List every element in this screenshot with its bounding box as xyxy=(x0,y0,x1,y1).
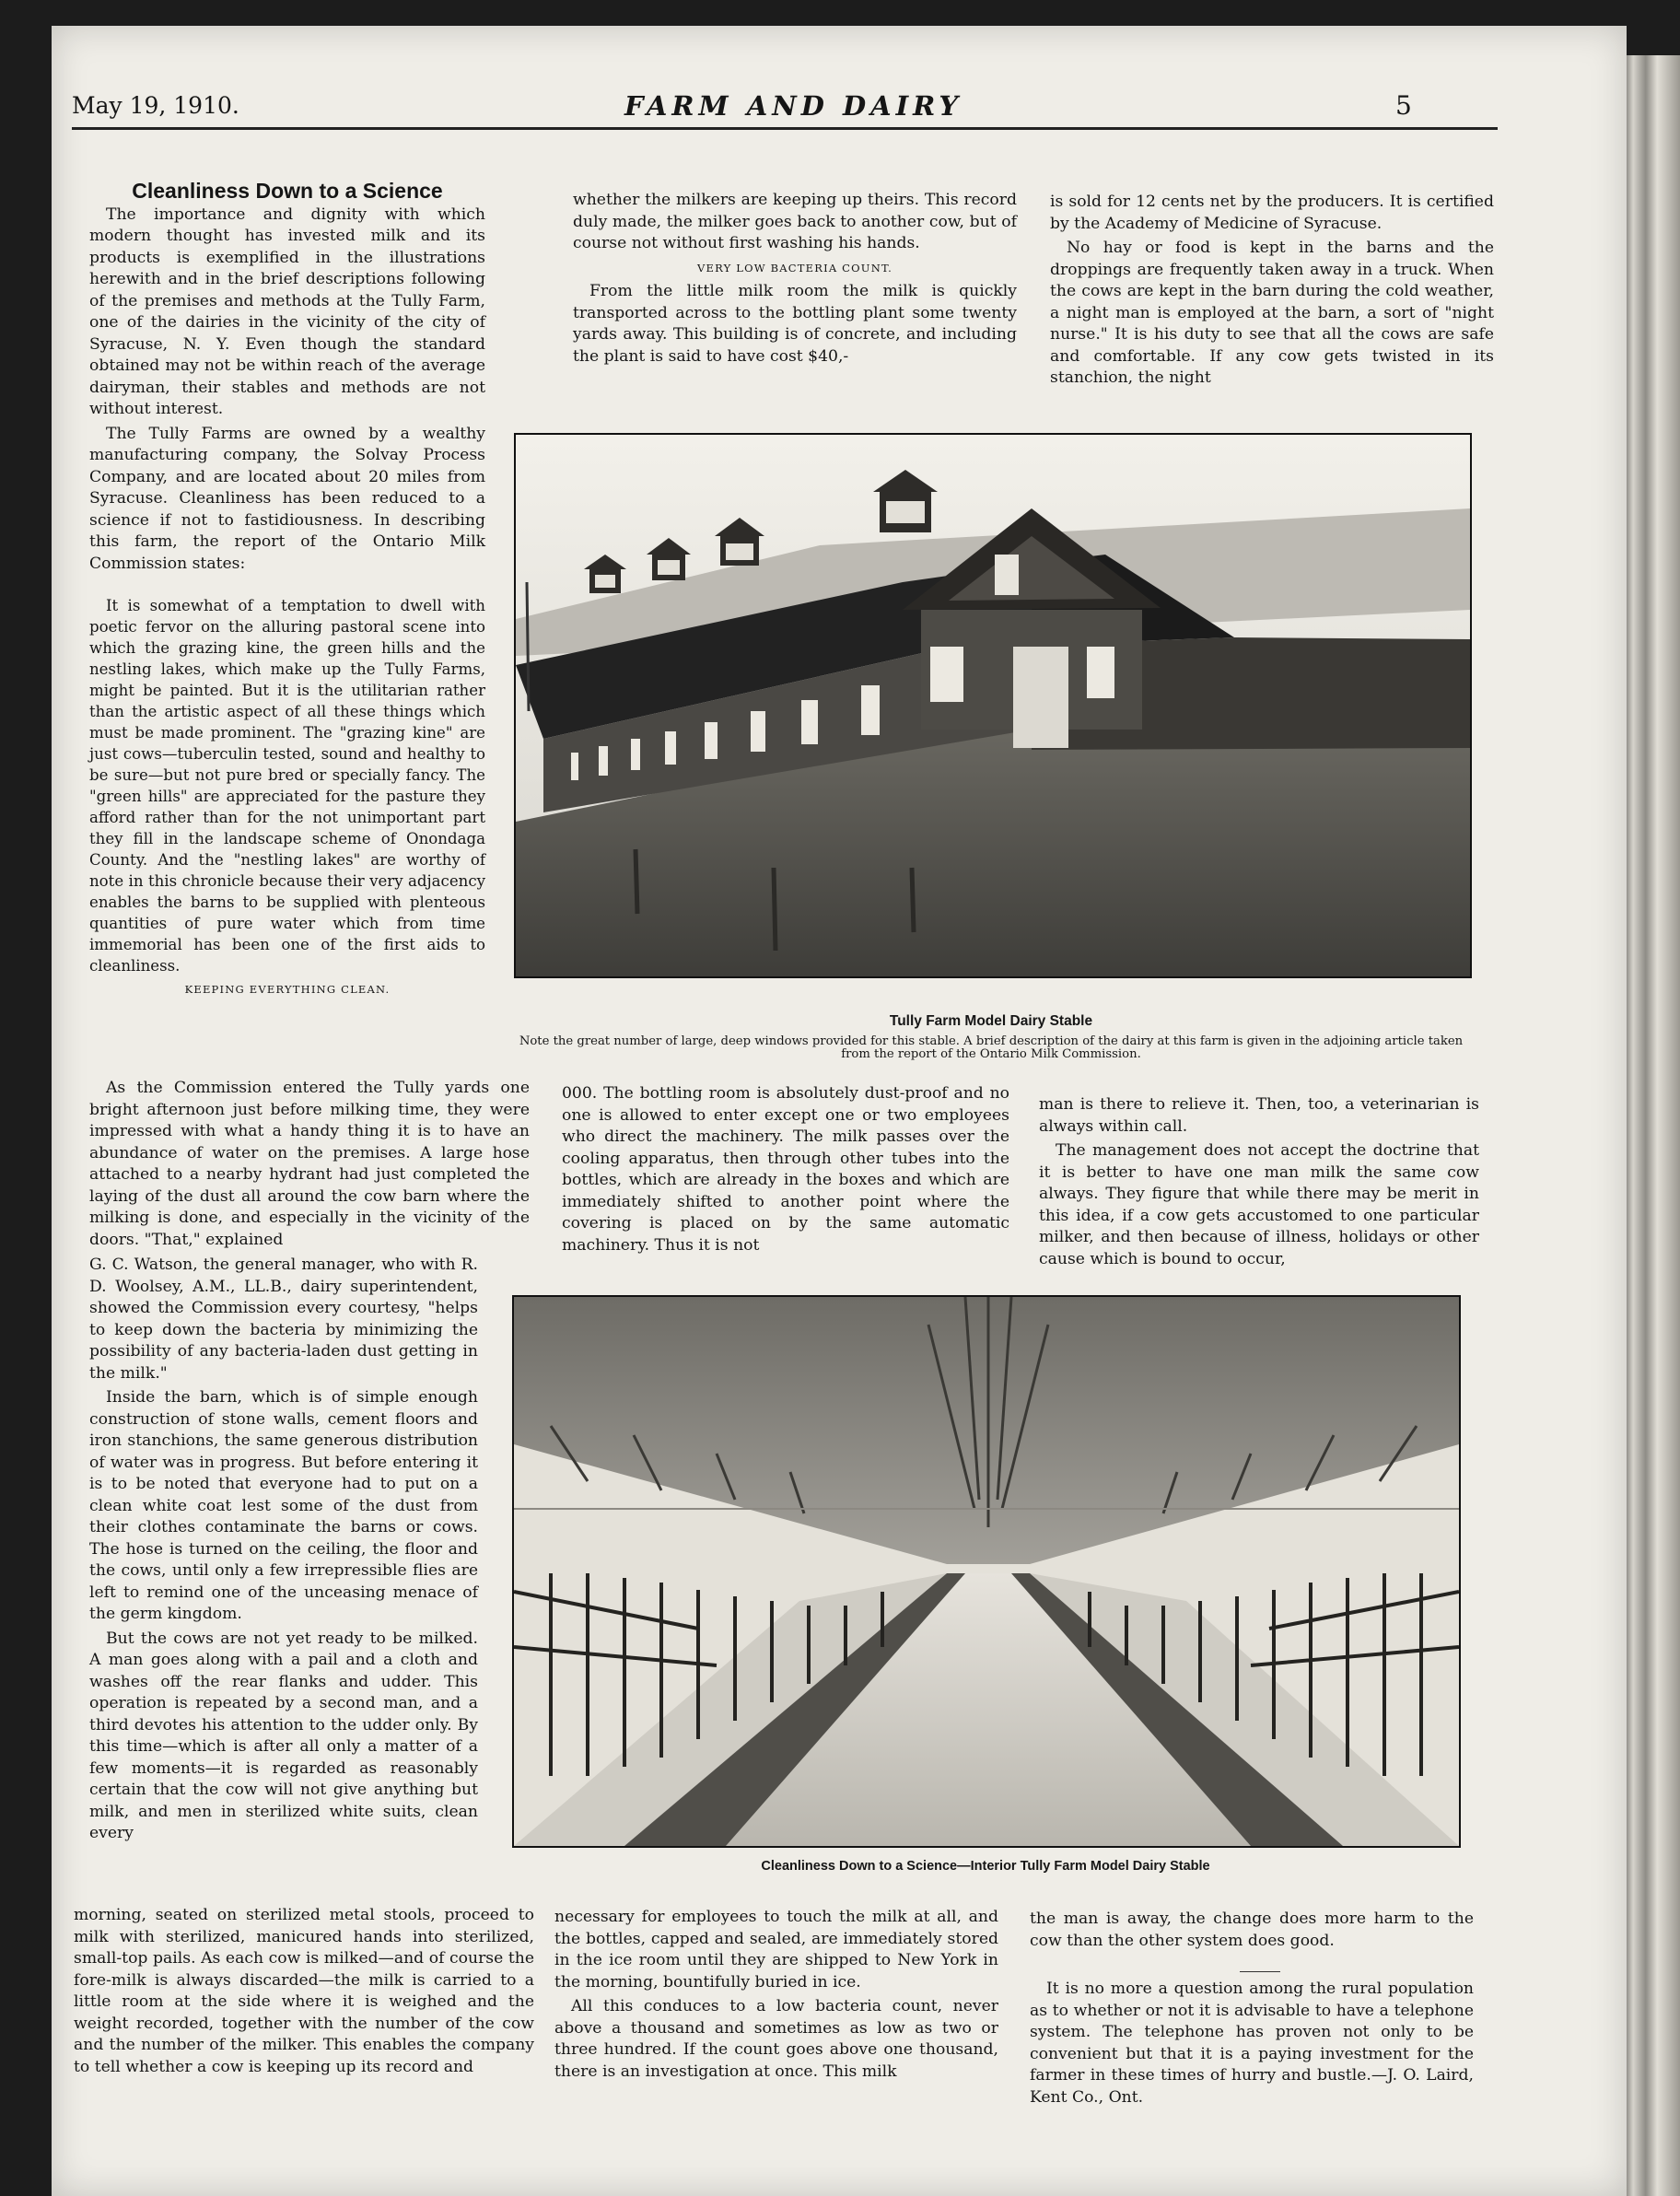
article-title: Cleanliness Down to a Science xyxy=(132,179,443,203)
paragraph: G. C. Watson, the general manager, who with R. D. Woolsey, A.M., LL.B., dairy superintendent, showed the Commission every courtesy, "helps to keep down the bacteria by minimizing the possibility of any bacteria-laden dust getting in the milk." xyxy=(89,1256,478,1383)
issue-date: May 19, 1910. xyxy=(72,92,239,119)
paragraph: It is no more a question among the rural population as to whether or not it is advisable to have a telephone system. The telephone has proven not only to be convenient but that it is a paying investment for the farmer in these times of hurry and bustle.—J. O. Laird, Kent Co., Ont. xyxy=(1030,1980,1474,2107)
masthead-title: FARM AND DAIRY xyxy=(624,90,963,122)
telephone-item xyxy=(1030,1979,1474,2111)
paragraph: 000. The bottling room is absolutely dust-proof and no one is allowed to enter except one or two employees who direct the machinery. The milk passes over the cooling apparatus, then through other tubes into the bottles, which are already in the boxes and which are immediately shifted to another point where the covering is placed on by the same automatic machinery. Thus it is not xyxy=(562,1084,1009,1255)
column-2-bottom xyxy=(554,1907,998,2085)
section-heading: VERY LOW BACTERIA COUNT. xyxy=(697,261,892,274)
column-2-middle xyxy=(562,1083,1009,1259)
interior-caption: Cleanliness Down to a Science—Interior Tully Farm Model Dairy Stable xyxy=(761,1859,1210,1874)
keeping-clean-narrow xyxy=(89,1255,478,1848)
stable-caption: Tully Farm Model Dairy Stable xyxy=(889,1013,1093,1029)
section-heading: KEEPING EVERYTHING CLEAN. xyxy=(184,983,391,996)
paragraph: Inside the barn, which is of simple enough construction of stone walls, cement floors and iron stanchions, the same generous distribution of water was in progress. But before entering it is to be noted that everyone had to put on a clean white coat lest some of the dust from their clothes contaminate the barns or cows. The hose is turned on the ceiling, the floor and the cows, until only a few irrepressible flies are left to remind one of the unceasing menace of the germ kingdom. xyxy=(89,1388,478,1623)
paragraph: The importance and dignity with which modern thought has invested milk and its products is exemplified in the illustrations herewith and in the brief descriptions following of the premises and methods at the Tully Farm, one of the dairies in the vicinity of the city of Syracuse, N. Y. Even though the standard obtained may not be within reach of the average dairyman, their stables and methods are not without interest. xyxy=(89,204,485,418)
book-edge xyxy=(1623,55,1680,2196)
paragraph: All this conduces to a low bacteria count, never above a thousand and sometimes as low as two or three hundred. If the count goes above one thousand, there is an investigation at once. This milk xyxy=(554,1997,998,2081)
column-3-bottom xyxy=(1030,1909,1474,1955)
column-2-top xyxy=(573,190,1017,370)
item-divider xyxy=(1240,1971,1280,1972)
interior-photo xyxy=(512,1295,1461,1848)
paragraph: The Tully Farms are owned by a wealthy manufacturing company, the Solvay Process Company, and are located about 20 miles from Syracuse. Cleanliness has been reduced to a science if not to fastidiousness. In describing this farm, the report of the Ontario Milk Commission states: xyxy=(89,424,485,573)
column-1-top xyxy=(89,181,485,578)
keeping-clean-wide xyxy=(89,1078,530,1254)
paragraph: From the little milk room the milk is quickly transported across to the bottling plant some twenty yards away. This building is of concrete, and including the plant is said to have cost $40,- xyxy=(573,282,1017,366)
dairy-stable-interior-image xyxy=(514,1297,1459,1846)
paragraph: is sold for 12 cents net by the producers. It is certified by the Academy of Medicine of Syracuse. xyxy=(1050,193,1494,233)
column-3-middle xyxy=(1039,1094,1479,1273)
paragraph: the man is away, the change does more harm to the cow than the other system does good. xyxy=(1030,1910,1474,1950)
paragraph: No hay or food is kept in the barns and the droppings are frequently taken away in a truck. When the cows are kept in the barn during the cold weather, a night man is employed at the barn, a sort of "night nurse." It is his duty to see that all the cows are safe and comfortable. If any cow gets twisted in its stanchion, the night xyxy=(1050,239,1494,387)
column-1-bottom xyxy=(74,1905,534,2081)
paragraph: The management does not accept the doctrine that it is better to have one man milk the same cow always. They figure that while there may be merit in this idea, if a cow gets accustomed to one particular milker, and then because of illness, holidays or other cause which is bound to occur, xyxy=(1039,1141,1479,1268)
page-number: 5 xyxy=(1395,90,1412,121)
paragraph: As the Commission entered the Tully yards one bright afternoon just before milking time, they were impressed with what a handy thing it is to have an abundance of water on the premises. A large hose attached to a nearby hydrant had just completed the laying of the dust all around the cow barn where the milking is done, and especially in the vicinity of the doors. "That," explained xyxy=(89,1079,530,1249)
column-3-top xyxy=(1050,192,1494,392)
paragraph: whether the milkers are keeping up theirs. This record duly made, the milker goes back to another cow, but of course not without first washing his hands. xyxy=(573,191,1017,252)
paragraph: But the cows are not yet ready to be milked. A man goes along with a pail and a cloth and washes off the rear flanks and udder. This operation is repeated by a second man, and a third devotes his attention to the udder only. By this time—which is after all only a matter of a few moments—it is regarded as reasonably certain that the cow will not give anything but milk, and men in sterilized white suits, clean every xyxy=(89,1629,478,1842)
paragraph: man is there to relieve it. Then, too, a veterinarian is always within call. xyxy=(1039,1095,1479,1136)
stable-photo xyxy=(514,433,1472,978)
paragraph: necessary for employees to touch the milk at all, and the bottles, capped and sealed, are immediately stored in the ice room until they are shipped to New York in the morning, bountifully buried in ice. xyxy=(554,1908,998,1992)
stable-note: Note the great number of large, deep windows provided for this stable. A brief description of the dairy at this farm is given in the adjoining article taken from the report of the Ontario Milk Commission. xyxy=(519,1034,1464,1061)
dairy-barn-exterior-image xyxy=(516,435,1470,976)
commission-quote xyxy=(89,595,485,1002)
paragraph: It is somewhat of a temptation to dwell with poetic fervor on the alluring pastoral scene into which the grazing kine, the green hills and the nestling lakes, which make up the Tully Farms, might be painted. But it is the utilitarian rather than the artistic aspect of all these things which must be made prominent. The "grazing kine" are just cows—tuberculin tested, sound and healthy to be sure—but not pure bred or specially fancy. The "green hills" are appreciated for the pasture they afford rather than for the not unimportant part they fill in the landscape scheme of Onondaga County. And the "nestling lakes" are worthy of note in this chronicle because their very adjacency enables the barns to be supplied with plenteous quantities of pure water which from time immemorial has been one of the first aids to cleanliness. xyxy=(89,597,485,975)
header-rule xyxy=(72,127,1498,130)
paragraph: morning, seated on sterilized metal stools, proceed to milk with sterilized, manicured hands into sterilized, small-top pails. As each cow is milked—and of course the fore-milk is always discarded—the milk is carried to a little room at the side where it is weighed and the weight recorded, together with the number of the cow and the number of the milker. This enables the company to tell whether a cow is keeping up its record and xyxy=(74,1906,534,2076)
